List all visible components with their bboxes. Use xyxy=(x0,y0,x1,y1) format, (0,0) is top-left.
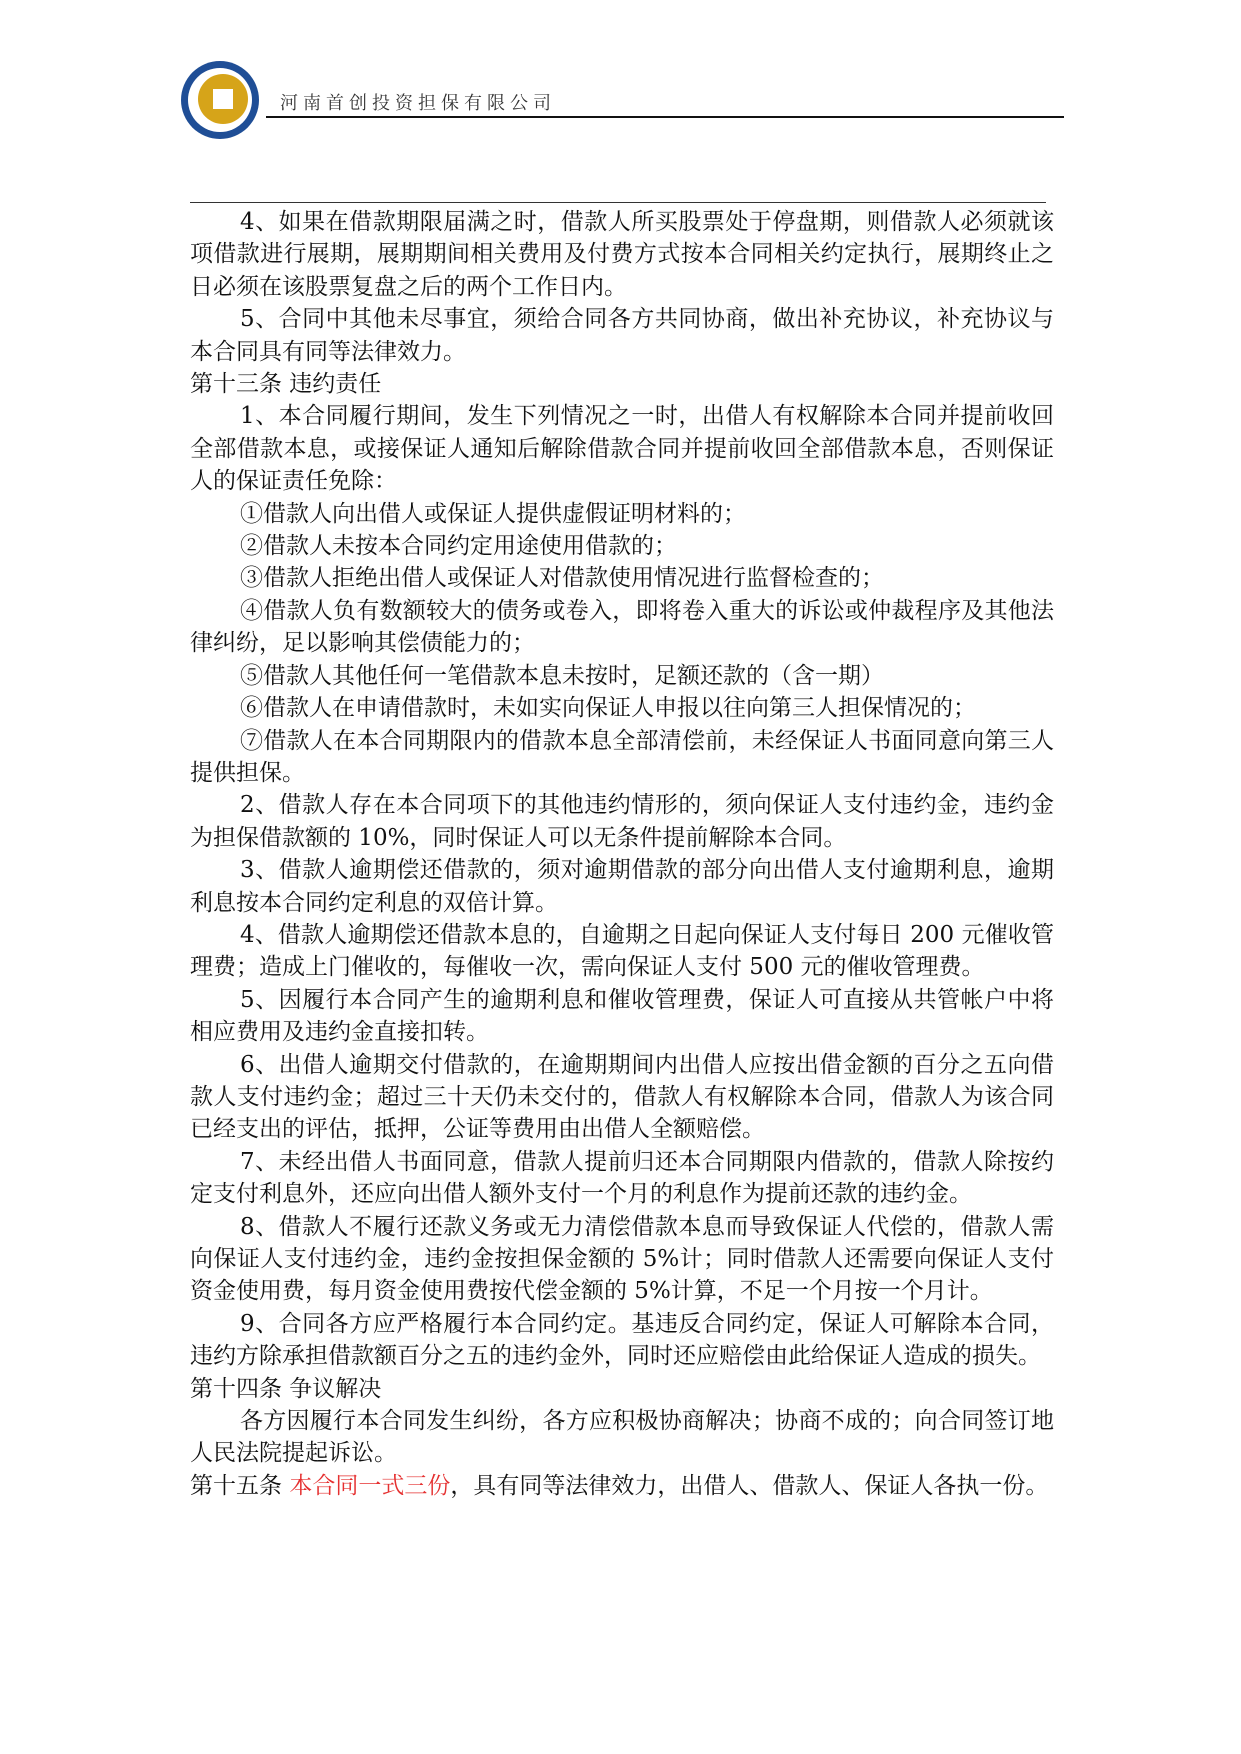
list-item: ③借款人拒绝出借人或保证人对借款使用情况进行监督检查的； xyxy=(240,565,884,592)
list-item: ④借款人负有数额较大的债务或卷入，即将卷入重大的诉讼或仲裁程序及其他法律纠纷，足以影响其偿债能力的； xyxy=(190,597,1054,657)
article-15-highlight: 本合同一式三份 xyxy=(289,1472,451,1499)
article-15 xyxy=(190,1470,1054,1502)
clause-paragraph: 5、因履行本合同产生的逾期利息和催收管理费，保证人可直接从共管帐户中将相应费用及违约金直接扣转。 xyxy=(190,986,1054,1046)
clause-paragraph: 8、借款人不履行还款义务或无力清偿借款本息而导致保证人代偿的，借款人需向保证人支付违约金，违约金按担保金额的 5%计；同时借款人还需要向保证人支付资金使用费，每月资金使用费按代偿金额的 5%计算，不足一个月按一个月计。 xyxy=(190,1213,1054,1305)
article-15-rest: ，具有同等法律效力，出借人、借款人、保证人各执一份。 xyxy=(450,1472,1049,1499)
clause-paragraph: 2、借款人存在本合同项下的其他违约情形的，须向保证人支付违约金，违约金为担保借款额的 10%，同时保证人可以无条件提前解除本合同。 xyxy=(190,792,1054,851)
article-14-heading: 第十四条 争议解决 xyxy=(190,1375,382,1402)
page-top-divider xyxy=(190,202,1046,203)
clause-paragraph: 4、如果在借款期限届满之时，借款人所买股票处于停盘期，则借款人必须就该项借款进行展期，展期期间相关费用及付费方式按本合同相关约定执行，展期终止之日必须在该股票复盘之后的两个工作日内。 xyxy=(190,209,1054,300)
company-logo xyxy=(180,60,260,140)
list-item: ②借款人未按本合同约定用途使用借款的； xyxy=(240,533,677,560)
clause-paragraph: 5、合同中其他未尽事宜，须给合同各方共同协商，做出补充协议，补充协议与本合同具有同等法律效力。 xyxy=(190,306,1054,365)
company-name: 河南首创投资担保有限公司 xyxy=(280,93,556,114)
clause-paragraph: 9、合同各方应严格履行本合同约定。基违反合同约定，保证人可解除本合同，违约方除承担借款额百分之五的违约金外，同时还应赔偿由此给保证人造成的损失。 xyxy=(190,1310,1054,1370)
clause-paragraph: 1、本合同履行期间，发生下列情况之一时，出借人有权解除本合同并提前收回全部借款本息，或接保证人通知后解除借款合同并提前收回全部借款本息，否则保证人的保证责任免除： xyxy=(190,403,1054,495)
article-15-prefix: 第十五条 xyxy=(190,1472,290,1499)
clause-paragraph: 3、借款人逾期偿还借款的，须对逾期借款的部分向出借人支付逾期利息，逾期利息按本合同约定利息的双倍计算。 xyxy=(190,857,1054,916)
contract-body xyxy=(190,206,1054,1502)
list-item: ⑤借款人其他任何一笔借款本息未按时，足额还款的（含一期） xyxy=(240,662,884,689)
clause-paragraph: 7、未经出借人书面同意，借款人提前归还本合同期限内借款的，借款人除按约定支付利息外，还应向出借人额外支付一个月的利息作为提前还款的违约金。 xyxy=(190,1148,1054,1208)
logo-square-hole xyxy=(213,89,233,109)
clause-paragraph: 4、借款人逾期偿还借款本息的，自逾期之日起向保证人支付每日 200 元催收管理费；造成上门催收的，每催收一次，需向保证人支付 500 元的催收管理费。 xyxy=(190,921,1054,981)
list-item: ⑦借款人在本合同期限内的借款本息全部清偿前，未经保证人书面同意向第三人提供担保。 xyxy=(190,727,1054,786)
clause-paragraph: 6、出借人逾期交付借款的，在逾期期间内出借人应按出借金额的百分之五向借款人支付违约金；超过三十天仍未交付的，借款人有权解除本合同，借款人为该合同已经支出的评估，抵押，公证等费用由出借人全额赔偿。 xyxy=(190,1051,1054,1143)
list-item: ①借款人向出借人或保证人提供虚假证明材料的； xyxy=(240,500,746,527)
article-13-heading: 第十三条 违约责任 xyxy=(190,371,382,398)
header-divider xyxy=(266,116,1064,118)
clause-paragraph: 各方因履行本合同发生纠纷，各方应积极协商解决；协商不成的；向合同签订地人民法院提起诉讼。 xyxy=(190,1408,1054,1467)
list-item: ⑥借款人在申请借款时，未如实向保证人申报以往向第三人担保情况的； xyxy=(240,695,976,722)
